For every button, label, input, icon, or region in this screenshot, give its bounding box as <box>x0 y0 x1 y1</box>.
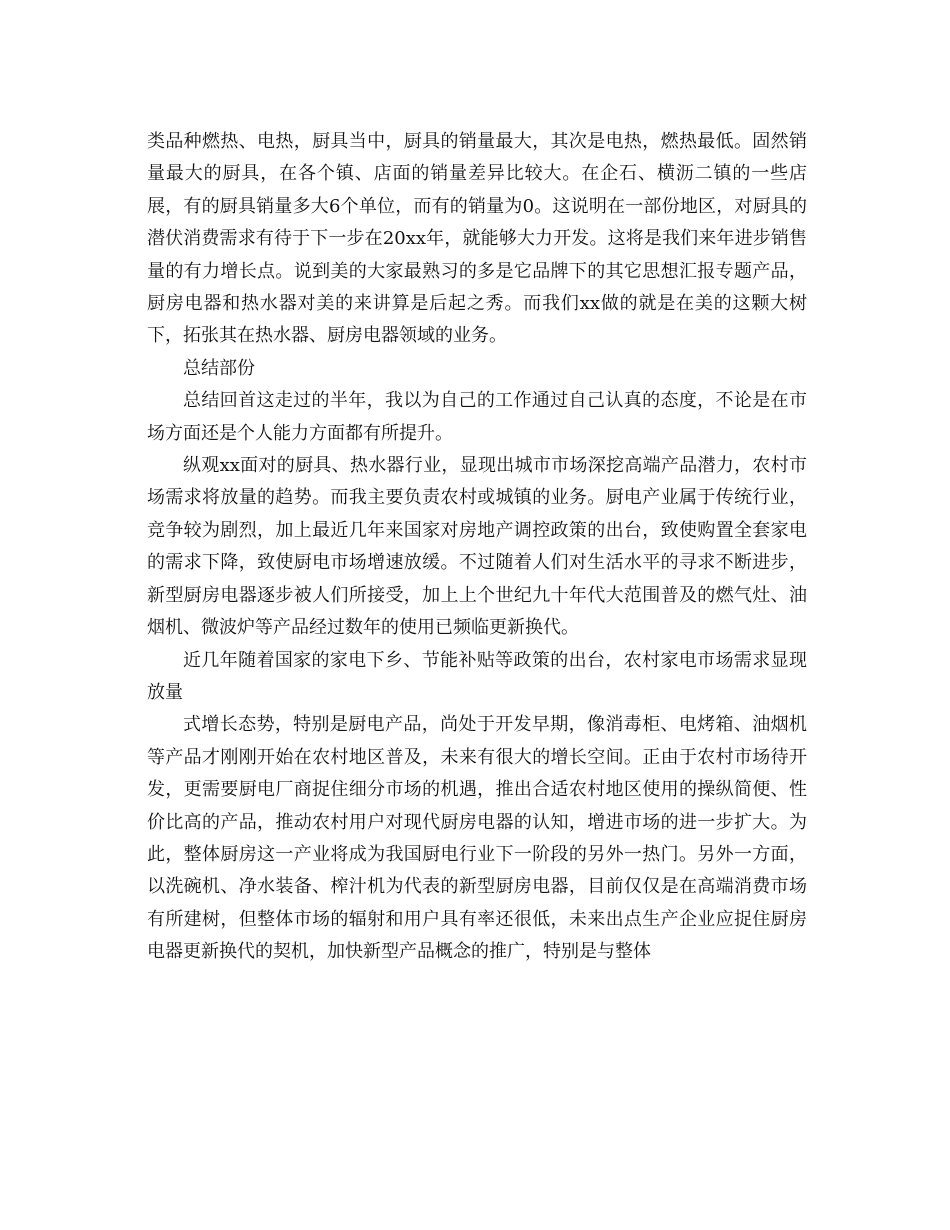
document-body <box>147 126 807 969</box>
paragraph-summary: 总结回首这走过的半年，我以为自己的工作通过自己认真的态度，不论是在市场方面还是个人能力方面都有所提升。 <box>147 390 807 444</box>
paragraph-industry-overview: 纵观xx面对的厨具、热水器行业，显现出城市市场深挖高端产品潜力，农村市场需求将放量的趋势。而我主要负责农村或城镇的业务。厨电产业属于传统行业，竞争较为剧烈，加上最近几年来国家对房地产调控政策的出台，致使购置全套家电的需求下降，致使厨电市场增速放缓。不过随着人们对生活水平的寻求不断进步，新型厨房电器逐步被人们所接受，加上上个世纪九十年代大范围普及的燃气灶、油烟机、微波炉等产品经过数年的使用已频临更新换代。 <box>147 455 807 639</box>
paragraph-rural-market: 近几年随着国家的家电下乡、节能补贴等政策的出台，农村家电市场需求显现放量 <box>147 649 807 703</box>
section-heading: 总结部份 <box>183 357 255 379</box>
paragraph-continuation: 类品种燃热、电热，厨具当中，厨具的销量最大，其次是电热，燃热最低。固然销量最大的厨具，在各个镇、店面的销量差异比较大。在企石、横沥二镇的一些店展，有的厨具销量多大6个单位，而有的销量为0。这说明在一部份地区，对厨具的潜伏消费需求有待于下一步在20xx年，就能够大力开发。这将是我们来年进步销售量的有力增长点。说到美的大家最熟习的多是它品牌下的其它思想汇报专题产品，厨房电器和热水器对美的来讲算是后起之秀。而我们xx做的就是在美的这颗大树下，拓张其在热水器、厨房电器领域的业务。 <box>147 131 807 347</box>
paragraph-growth-trend: 式增长态势，特别是厨电产品，尚处于开发早期，像消毒柜、电烤箱、油烟机等产品才刚刚开始在农村地区普及，未来有很大的增长空间。正由于农村市场待开发，更需要厨电厂商捉住细分市场的机遇，推出合适农村地区使用的操纵简便、性价比高的产品，推动农村用户对现代厨房电器的认知，增进市场的进一步扩大。为此，整体厨房这一产业将成为我国厨电行业下一阶段的另外一热门。另外一方面，以洗碗机、净水装备、榨汁机为代表的新型厨房电器，目前仅仅是在高端消费市场有所建树，但整体市场的辐射和用户具有率还很低，未来出点生产企业应捉住厨房电器更新换代的契机，加快新型产品概念的推广，特别是与整体 <box>147 714 807 963</box>
